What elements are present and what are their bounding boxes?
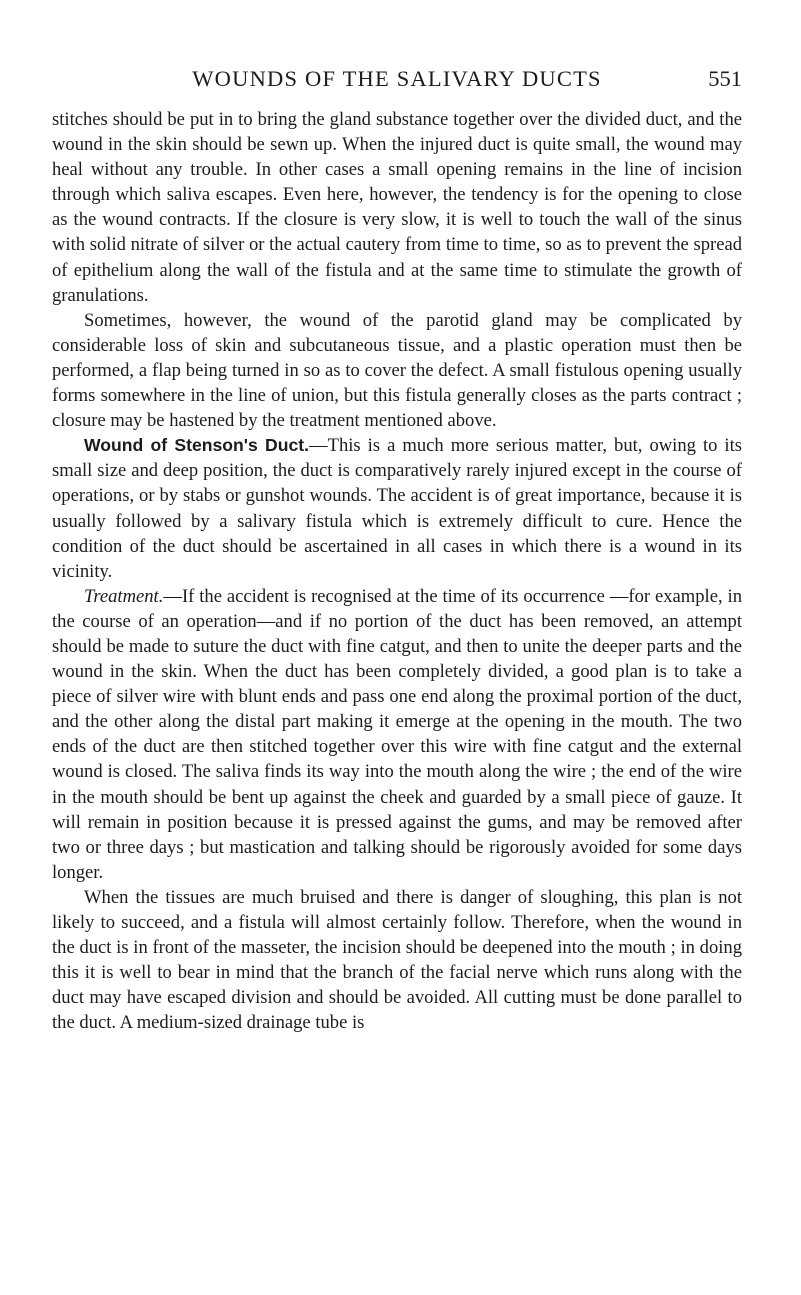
paragraph-stensons-duct (52, 433, 742, 584)
subsection-heading: Treatment. (84, 585, 164, 607)
paragraph-treatment (52, 584, 742, 885)
running-title: WOUNDS OF THE SALIVARY DUCTS (192, 66, 602, 91)
paragraph-text: —This is a much more serious matter, but, owing to its small size and deep position, the duct is comparatively rarely injured except in the course of operations, or by stabs or gunshot wounds. The accident is of great importance, because it is usually followed by a salivary fistula which is extremely difficult to cure. Hence the condition of the duct should be ascertained in all cases in which there is a wound in its vicinity. (52, 435, 742, 582)
paragraph-bruised-tissues: When the tissues are much bruised and there is danger of sloughing, this plan is not likely to succeed, and a fistula will almost certainly follow. Therefore, when the wound in the duct is in front of the masseter, the incision should be deepened into the mouth ; in doing this it is well to bear in mind that the branch of the facial nerve which runs along with the duct may have escaped division and should be avoided. All cutting must be done parallel to the duct. A medium-sized drainage tube is (52, 886, 742, 1034)
body-text (52, 107, 742, 1035)
paragraph-text: —If the accident is recognised at the time of its occurrence —for example, in the course of an operation—and if no portion of the duct has been removed, an attempt should be made to suture the duct with fine catgut, and then to unite the deeper parts and the wound in the skin. When the duct has been completely divided, a good plan is to take a piece of silver wire with blunt ends and pass one end along the proximal portion of the duct, and the other along the distal part making it emerge at the opening in the mouth. The two ends of the duct are then stitched together over this wire with fine catgut and the external wound is closed. The saliva finds its way into the mouth along the wire ; the end of the wire in the mouth should be bent up against the cheek and guarded by a small piece of gauze. It will remain in position because it is pressed against the gums, and may be removed after two or three days ; but mastication and talking should be rigorously avoided for some days longer. (52, 585, 742, 883)
running-head (52, 62, 742, 96)
paragraph-continued: stitches should be put in to bring the gland substance together over the divided duct, and the wound in the skin should be sewn up. When the injured duct is quite small, the wound may heal without any trouble. In other cases a small opening remains in the line of incision through which saliva escapes. Even here, however, the tendency is for the opening to close as the wound contracts. If the closure is very slow, it is well to touch the wall of the sinus with solid nitrate of silver or the actual cautery from time to time, so as to prevent the spread of epithelium along the wall of the fistula and at the same time to stimulate the growth of granulations. (52, 109, 742, 306)
paragraph-complicated-wounds: Sometimes, however, the wound of the parotid gland may be complicated by considerable loss of skin and subcutaneous tissue, and a plastic operation must then be performed, a flap being turned in so as to cover the defect. A small fistulous opening usually forms somewhere in the line of union, but this fistula generally closes as the parts contract ; closure may be hastened by the treatment mentioned above. (52, 309, 742, 432)
page-number: 551 (708, 66, 742, 91)
section-heading: Wound of Stenson's Duct. (84, 435, 310, 456)
